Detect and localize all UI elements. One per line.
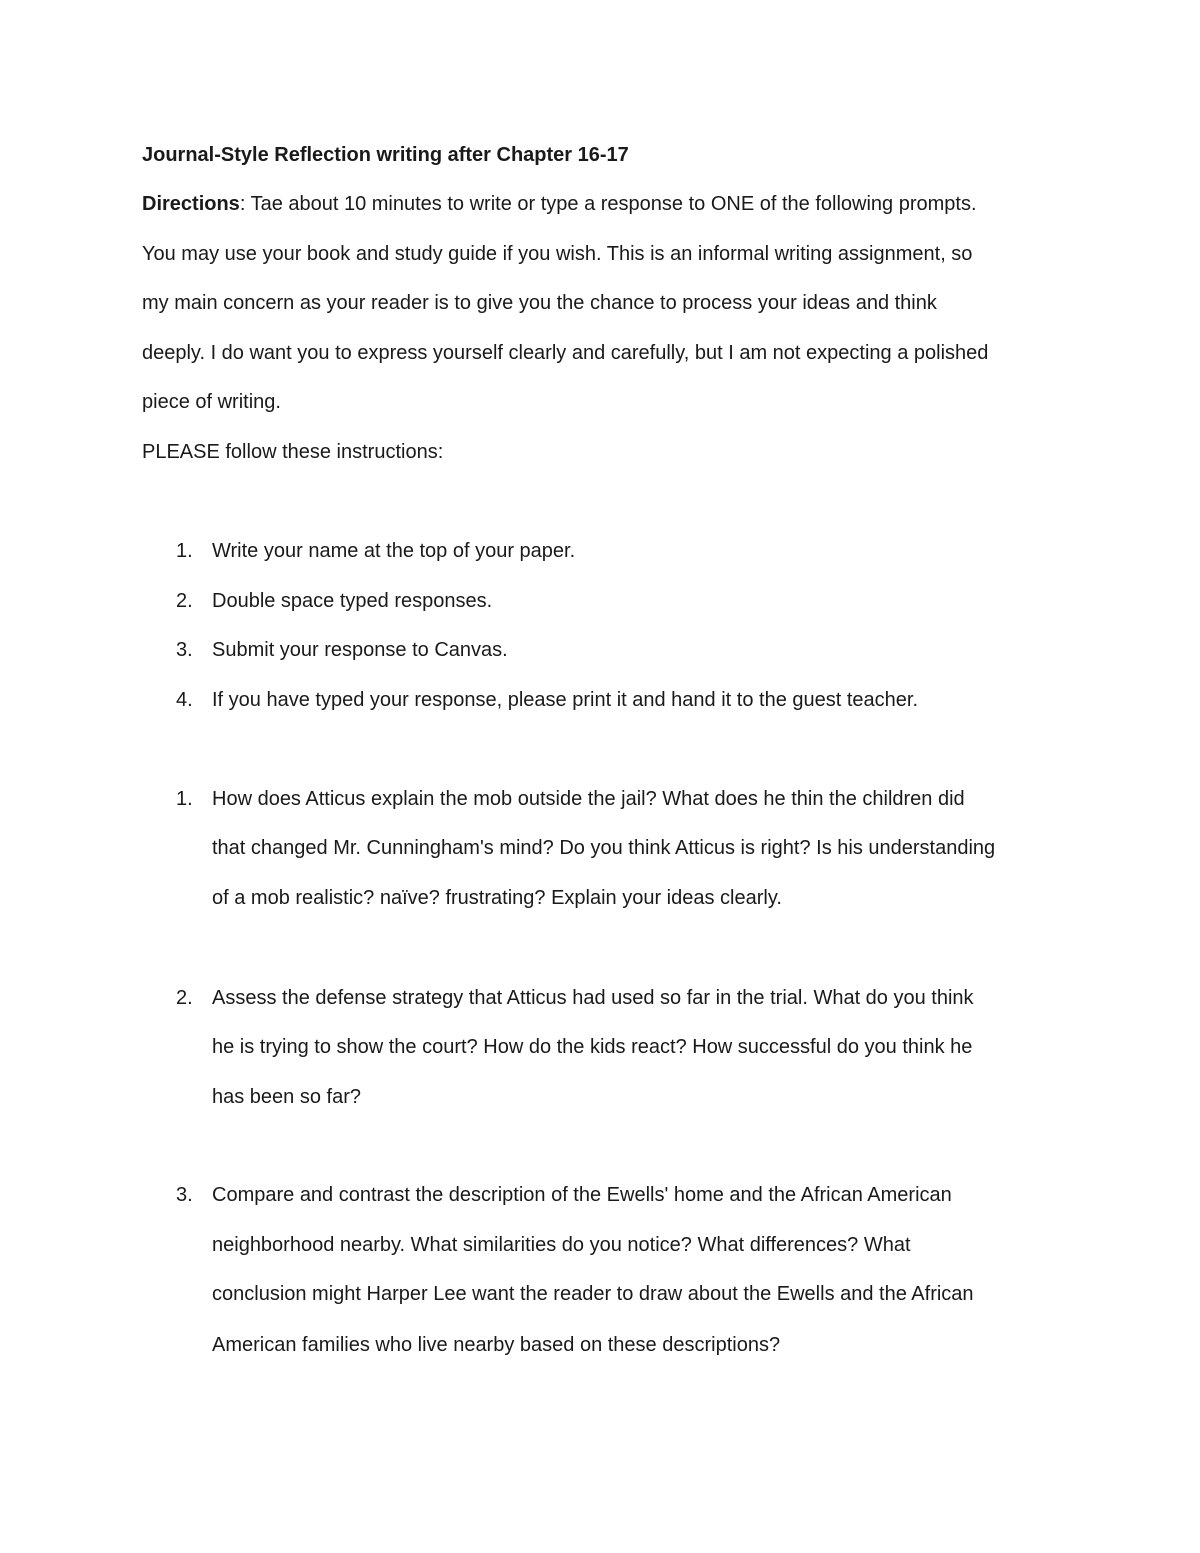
prompt-line: How does Atticus explain the mob outside the jail? What does he thin the children did bbox=[212, 788, 965, 810]
directions-label: Directions bbox=[142, 193, 240, 215]
instruction-number: 4. bbox=[176, 689, 193, 711]
instruction-text: If you have typed your response, please print it and hand it to the guest teacher. bbox=[212, 689, 919, 711]
prompt-line: Compare and contrast the description of the Ewells' home and the African American bbox=[212, 1184, 952, 1206]
instruction-text: Write your name at the top of your paper. bbox=[212, 540, 576, 562]
prompt-number: 3. bbox=[176, 1184, 193, 1206]
prompt-line: of a mob realistic? naïve? frustrating? Explain your ideas clearly. bbox=[212, 887, 782, 909]
prompt-line: neighborhood nearby. What similarities do you notice? What differences? What bbox=[212, 1234, 911, 1256]
prompt-number: 2. bbox=[176, 987, 193, 1009]
instruction-text: Submit your response to Canvas. bbox=[212, 639, 508, 661]
instruction-number: 2. bbox=[176, 590, 193, 612]
instruction-number: 1. bbox=[176, 540, 193, 562]
instructions-intro: PLEASE follow these instructions: bbox=[142, 441, 444, 463]
prompt-number: 1. bbox=[176, 788, 193, 810]
prompt-line: Assess the defense strategy that Atticus had used so far in the trial. What do you think bbox=[212, 987, 974, 1009]
directions-line-3: my main concern as your reader is to give you the chance to process your ideas and think bbox=[142, 292, 937, 314]
prompt-line: American families who live nearby based on these descriptions? bbox=[212, 1334, 781, 1356]
prompt-line: he is trying to show the court? How do the kids react? How successful do you think he bbox=[212, 1036, 973, 1058]
directions-line-4: deeply. I do want you to express yourself clearly and carefully, but I am not expecting a polished bbox=[142, 342, 989, 364]
directions-text-1: : Tae about 10 minutes to write or type a response to ONE of the following prompts. bbox=[239, 193, 977, 215]
document-title: Journal-Style Reflection writing after Chapter 16-17 bbox=[142, 144, 629, 166]
instruction-number: 3. bbox=[176, 639, 193, 661]
prompt-line: conclusion might Harper Lee want the reader to draw about the Ewells and the African bbox=[212, 1283, 974, 1305]
prompt-line: that changed Mr. Cunningham's mind? Do you think Atticus is right? Is his understanding bbox=[212, 837, 996, 859]
instruction-text: Double space typed responses. bbox=[212, 590, 493, 612]
directions-line-2: You may use your book and study guide if you wish. This is an informal writing assignment, so bbox=[142, 243, 973, 265]
directions-line-5: piece of writing. bbox=[142, 391, 281, 413]
prompt-line: has been so far? bbox=[212, 1086, 361, 1108]
directions-line-1 bbox=[142, 192, 977, 216]
